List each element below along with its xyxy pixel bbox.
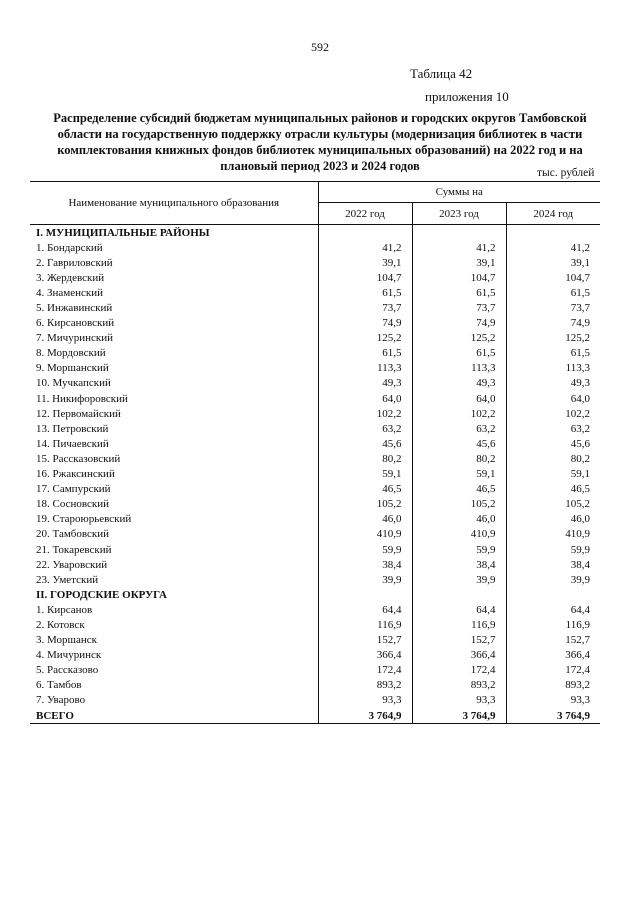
- value-2022: 61,5: [318, 285, 412, 300]
- value-2023: 125,2: [412, 331, 506, 346]
- table-row: [30, 406, 600, 421]
- value-2022: [318, 587, 412, 602]
- value-2022: 73,7: [318, 300, 412, 315]
- value-2022: 59,1: [318, 467, 412, 482]
- value-2023: [412, 587, 506, 602]
- value-2024: 74,9: [506, 316, 600, 331]
- value-2022: 172,4: [318, 663, 412, 678]
- table-body: [30, 225, 600, 724]
- table-row: [30, 497, 600, 512]
- municipality-name: 1. Кирсанов: [36, 603, 93, 616]
- value-2023: [412, 225, 506, 241]
- municipality-name: 8. Мордовский: [36, 347, 106, 360]
- municipality-name: I. МУНИЦИПАЛЬНЫЕ РАЙОНЫ: [36, 226, 210, 239]
- value-2024: 152,7: [506, 633, 600, 648]
- municipality-name: 5. Инжавинский: [36, 302, 113, 315]
- value-2024: 116,9: [506, 617, 600, 632]
- table-row: [30, 482, 600, 497]
- table-header: [30, 182, 600, 225]
- total-label: ВСЕГО: [30, 708, 318, 724]
- table-row: [30, 346, 600, 361]
- value-2024: 93,3: [506, 693, 600, 708]
- value-2024: 39,1: [506, 255, 600, 270]
- municipality-name: 7. Мичуринский: [36, 332, 113, 345]
- subsidy-table: [30, 181, 600, 724]
- municipality-name: 5. Рассказово: [36, 664, 99, 677]
- table-row: [30, 633, 600, 648]
- municipality-name: 10. Мучкапский: [36, 377, 111, 390]
- value-2022: 45,6: [318, 436, 412, 451]
- table-row: [30, 557, 600, 572]
- value-2022: 61,5: [318, 346, 412, 361]
- value-2022: 93,3: [318, 693, 412, 708]
- municipality-name: 17. Сампурский: [36, 483, 111, 496]
- value-2023: 39,9: [412, 572, 506, 587]
- value-2022: 105,2: [318, 497, 412, 512]
- value-2023: 410,9: [412, 527, 506, 542]
- municipality-name: 3. Моршанск: [36, 634, 97, 647]
- value-2024: 46,5: [506, 482, 600, 497]
- value-2022: 113,3: [318, 361, 412, 376]
- table-row: [30, 648, 600, 663]
- table-row: [30, 527, 600, 542]
- units-label: тыс. рублей: [537, 167, 595, 179]
- total-2023: 3 764,9: [412, 708, 506, 724]
- value-2022: 102,2: [318, 406, 412, 421]
- value-2022: 39,1: [318, 255, 412, 270]
- municipality-name: II. ГОРОДСКИЕ ОКРУГА: [36, 588, 167, 601]
- value-2023: 61,5: [412, 346, 506, 361]
- municipality-name: 21. Токаревский: [36, 543, 112, 556]
- value-2022: 38,4: [318, 557, 412, 572]
- value-2023: 105,2: [412, 497, 506, 512]
- value-2022: 410,9: [318, 527, 412, 542]
- value-2024: 366,4: [506, 648, 600, 663]
- value-2024: 59,1: [506, 467, 600, 482]
- municipality-name: 1. Бондарский: [36, 241, 103, 254]
- municipality-name: 6. Тамбов: [36, 679, 82, 692]
- value-2024: 410,9: [506, 527, 600, 542]
- value-2024: 63,2: [506, 421, 600, 436]
- value-2024: 105,2: [506, 497, 600, 512]
- table-row: [30, 361, 600, 376]
- page-number: 592: [311, 40, 329, 54]
- value-2024: 73,7: [506, 300, 600, 315]
- value-2023: 102,2: [412, 406, 506, 421]
- value-2022: 41,2: [318, 240, 412, 255]
- municipality-name: 19. Староюрьевский: [36, 513, 132, 526]
- value-2024: 61,5: [506, 346, 600, 361]
- value-2023: 80,2: [412, 451, 506, 466]
- column-header-name: Наименование муниципального образования: [30, 182, 318, 225]
- value-2022: [318, 225, 412, 241]
- value-2023: 152,7: [412, 633, 506, 648]
- value-2023: 46,5: [412, 482, 506, 497]
- table-row: [30, 285, 600, 300]
- column-header-2024: 2024 год: [506, 203, 600, 225]
- table-row: [30, 436, 600, 451]
- value-2023: 73,7: [412, 300, 506, 315]
- column-header-2023: 2023 год: [412, 203, 506, 225]
- municipality-name: 7. Уварово: [36, 694, 86, 707]
- value-2023: 104,7: [412, 270, 506, 285]
- value-2022: 64,0: [318, 391, 412, 406]
- table-row: [30, 678, 600, 693]
- value-2023: 45,6: [412, 436, 506, 451]
- value-2023: 93,3: [412, 693, 506, 708]
- municipality-name: 18. Сосновский: [36, 498, 110, 511]
- column-header-2022: 2022 год: [318, 203, 412, 225]
- value-2024: 59,9: [506, 542, 600, 557]
- value-2023: 59,1: [412, 467, 506, 482]
- municipality-name: 3. Жердевский: [36, 271, 105, 284]
- value-2022: 59,9: [318, 542, 412, 557]
- municipality-name: 13. Петровский: [36, 422, 109, 435]
- value-2022: 39,9: [318, 572, 412, 587]
- value-2024: 64,0: [506, 391, 600, 406]
- value-2023: 172,4: [412, 663, 506, 678]
- value-2022: 80,2: [318, 451, 412, 466]
- value-2023: 59,9: [412, 542, 506, 557]
- value-2024: 49,3: [506, 376, 600, 391]
- value-2023: 893,2: [412, 678, 506, 693]
- value-2023: 41,2: [412, 240, 506, 255]
- value-2022: 366,4: [318, 648, 412, 663]
- value-2022: 893,2: [318, 678, 412, 693]
- table-row: [30, 316, 600, 331]
- value-2022: 46,0: [318, 512, 412, 527]
- value-2022: 63,2: [318, 421, 412, 436]
- value-2022: 74,9: [318, 316, 412, 331]
- municipality-name: 6. Кирсановский: [36, 317, 115, 330]
- column-header-sums: Суммы на: [318, 182, 600, 203]
- value-2024: [506, 587, 600, 602]
- value-2024: 39,9: [506, 572, 600, 587]
- value-2023: 366,4: [412, 648, 506, 663]
- value-2022: 104,7: [318, 270, 412, 285]
- value-2023: 64,0: [412, 391, 506, 406]
- municipality-name: 4. Знаменский: [36, 286, 104, 299]
- value-2022: 64,4: [318, 602, 412, 617]
- table-row: [30, 663, 600, 678]
- table-row: [30, 270, 600, 285]
- municipality-name: 16. Ржаксинский: [36, 468, 115, 481]
- value-2024: 46,0: [506, 512, 600, 527]
- total-row: [30, 708, 600, 724]
- municipality-name: 14. Пичаевский: [36, 437, 109, 450]
- municipality-name: 11. Никифоровский: [36, 392, 128, 405]
- document-title: Распределение субсидий бюджетам муниципальных районов и городских округов Тамбовской области на государственную поддержку отрасли культуры (модернизация библиотек в части комплектования книжных фондов библиотек муниципальных образований) на 2022 год и на плановый период 2023 и 2024 годов: [53, 111, 587, 173]
- table-row: [30, 512, 600, 527]
- municipality-name: 20. Тамбовский: [36, 528, 110, 541]
- value-2023: 64,4: [412, 602, 506, 617]
- municipality-name: 23. Уметский: [36, 573, 99, 586]
- value-2024: 61,5: [506, 285, 600, 300]
- value-2024: 102,2: [506, 406, 600, 421]
- table-label: Таблица 42: [410, 66, 473, 81]
- value-2023: 63,2: [412, 421, 506, 436]
- table-row: [30, 572, 600, 587]
- table-row: [30, 376, 600, 391]
- value-2024: 104,7: [506, 270, 600, 285]
- value-2024: 80,2: [506, 451, 600, 466]
- table-row: [30, 693, 600, 708]
- subsidy-table-container: [30, 181, 600, 724]
- value-2023: 38,4: [412, 557, 506, 572]
- table-row: [30, 617, 600, 632]
- value-2022: 49,3: [318, 376, 412, 391]
- value-2024: 64,4: [506, 602, 600, 617]
- value-2023: 49,3: [412, 376, 506, 391]
- municipality-name: 9. Моршанский: [36, 362, 109, 375]
- appendix-label: приложения 10: [425, 89, 509, 104]
- table-row: [30, 391, 600, 406]
- value-2024: 113,3: [506, 361, 600, 376]
- table-row: [30, 542, 600, 557]
- municipality-name: 2. Гавриловский: [36, 256, 113, 269]
- municipality-name: 15. Рассказовский: [36, 452, 121, 465]
- value-2023: 116,9: [412, 617, 506, 632]
- total-2022: 3 764,9: [318, 708, 412, 724]
- value-2023: 61,5: [412, 285, 506, 300]
- value-2024: 38,4: [506, 557, 600, 572]
- total-2024: 3 764,9: [506, 708, 600, 724]
- value-2023: 113,3: [412, 361, 506, 376]
- value-2023: 46,0: [412, 512, 506, 527]
- municipality-name: 12. Первомайский: [36, 407, 121, 420]
- value-2022: 116,9: [318, 617, 412, 632]
- value-2022: 46,5: [318, 482, 412, 497]
- value-2024: [506, 225, 600, 241]
- value-2024: 172,4: [506, 663, 600, 678]
- table-row: [30, 602, 600, 617]
- table-row: [30, 421, 600, 436]
- value-2024: 893,2: [506, 678, 600, 693]
- value-2024: 41,2: [506, 240, 600, 255]
- municipality-name: 4. Мичуринск: [36, 649, 102, 662]
- table-row: [30, 240, 600, 255]
- table-row: [30, 300, 600, 315]
- table-row: [30, 451, 600, 466]
- table-row: [30, 331, 600, 346]
- value-2022: 152,7: [318, 633, 412, 648]
- value-2023: 74,9: [412, 316, 506, 331]
- value-2023: 39,1: [412, 255, 506, 270]
- table-row: [30, 255, 600, 270]
- value-2022: 125,2: [318, 331, 412, 346]
- section-header-row: [30, 587, 600, 602]
- value-2024: 125,2: [506, 331, 600, 346]
- table-row: [30, 467, 600, 482]
- section-header-row: [30, 225, 600, 241]
- value-2024: 45,6: [506, 436, 600, 451]
- municipality-name: 2. Котовск: [36, 618, 85, 631]
- municipality-name: 22. Уваровский: [36, 558, 108, 571]
